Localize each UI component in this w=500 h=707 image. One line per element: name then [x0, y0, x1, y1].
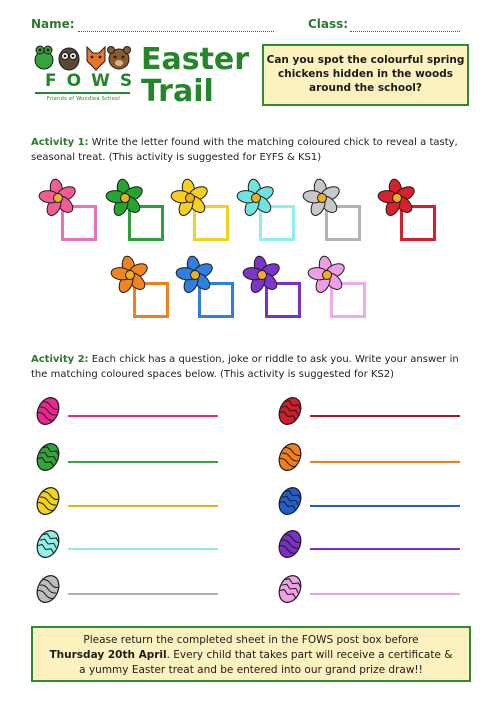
- easter-egg-icon: [34, 572, 62, 610]
- activity2-instructions: [31, 352, 471, 382]
- answer-line[interactable]: [310, 415, 460, 417]
- logo-subtitle: Friends of Woodlea School: [46, 96, 121, 102]
- activity2-label: Activity 2:: [31, 354, 89, 365]
- answer-line[interactable]: [68, 461, 218, 463]
- activity1-label: Activity 1:: [31, 137, 89, 148]
- fows-logo: [31, 41, 143, 106]
- activity1-instructions: [31, 135, 471, 165]
- footer-date: Thursday 20th April: [49, 649, 167, 661]
- flower-icon: [105, 178, 145, 222]
- class-field[interactable]: [350, 30, 460, 32]
- footer-line2: [33, 648, 469, 663]
- flower-icon: [110, 255, 150, 299]
- answer-line[interactable]: [68, 505, 218, 507]
- easter-egg-icon: [34, 394, 62, 432]
- answer-line[interactable]: [310, 461, 460, 463]
- callout-text: Can you spot the colourful spring chickens hidden in the woods around the school?: [266, 54, 465, 94]
- answer-line[interactable]: [68, 593, 218, 595]
- easter-egg-icon: [34, 440, 62, 478]
- easter-egg-icon: [276, 572, 304, 610]
- title-line1: Easter: [141, 42, 250, 77]
- flower-icon: [377, 178, 417, 222]
- easter-egg-icon: [276, 394, 304, 432]
- animal-mascots-icon: [31, 41, 133, 71]
- flower-icon: [242, 255, 282, 299]
- footer-notice: [31, 626, 471, 682]
- callout-box: [262, 44, 469, 106]
- logo-rule: [35, 92, 130, 94]
- easter-egg-icon: [276, 527, 304, 565]
- easter-egg-icon: [34, 484, 62, 522]
- footer-line3: a yummy Easter treat and be entered into our grand prize draw!!: [79, 664, 423, 676]
- easter-egg-icon: [276, 440, 304, 478]
- activity2-text: Each chick has a question, joke or riddle to ask you. Write your answer in the matching coloured spaces below. (This activity is suggested for KS2): [31, 354, 459, 380]
- flower-icon: [175, 255, 215, 299]
- activity1-text: Write the letter found with the matching coloured chick to reveal a tasty, seasonal treat. (This activity is suggested for EYFS & KS1): [31, 137, 458, 163]
- footer-line1: Please return the completed sheet in the FOWS post box before: [83, 634, 419, 646]
- answer-line[interactable]: [310, 593, 460, 595]
- easter-egg-icon: [276, 484, 304, 522]
- flower-icon: [302, 178, 342, 222]
- answer-line[interactable]: [68, 415, 218, 417]
- answer-line[interactable]: [310, 548, 460, 550]
- answer-line[interactable]: [310, 505, 460, 507]
- flower-icon: [307, 255, 347, 299]
- name-label: Name:: [31, 17, 75, 31]
- class-label: Class:: [308, 17, 349, 31]
- name-field[interactable]: [78, 30, 274, 32]
- flower-icon: [170, 178, 210, 222]
- title-line2: Trail: [141, 74, 214, 109]
- answer-line[interactable]: [68, 548, 218, 550]
- flower-icon: [38, 178, 78, 222]
- footer-line2-rest: . Every child that takes part will receive a certificate &: [166, 649, 453, 661]
- easter-egg-icon: [34, 527, 62, 565]
- logo-initials: FOWS: [45, 71, 143, 91]
- flower-icon: [236, 178, 276, 222]
